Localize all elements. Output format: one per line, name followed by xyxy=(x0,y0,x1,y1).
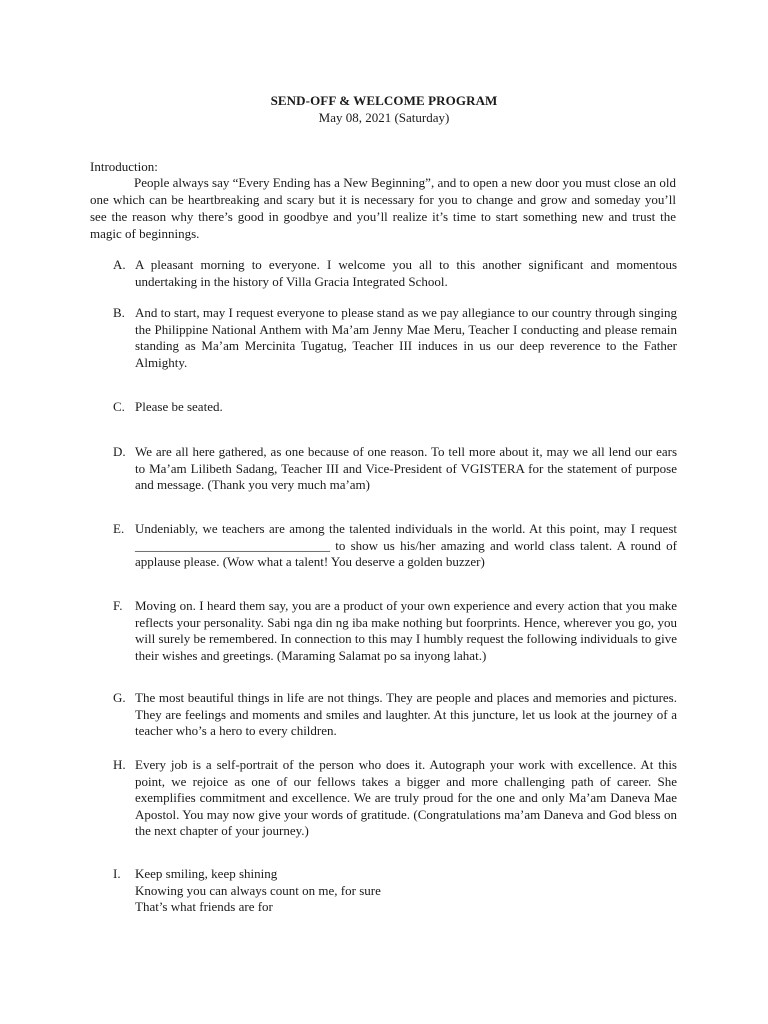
item-letter: G. xyxy=(113,690,126,705)
item-text: Every job is a self-portrait of the person who does it. Autograph your work with excellence. At this point, we rejoice as one of our fellows takes a bigger and more challenging path of career. She exemplifies commitment and excellence. We are truly proud for the one and only Ma’am Daneva Mae Apostol. You may now give your words of gratitude. (Congratulations ma’am Daneva and God bless on the next chapter of your journey.) xyxy=(135,757,677,838)
item-text: We are all here gathered, as one because of one reason. To tell more about it, may we all lend our ears to Ma’am Lilibeth Sadang, Teacher III and Vice-President of VGISTERA for the statement of purpose and message. (Thank you very much ma’am) xyxy=(135,444,677,492)
item-text: A pleasant morning to everyone. I welcome you all to this another significant and momentous undertaking in the history of Villa Gracia Integrated School. xyxy=(135,257,677,289)
item-letter: H. xyxy=(113,757,126,772)
program-item-b xyxy=(113,305,677,371)
lyric-line: Keep smiling, keep shining xyxy=(135,866,278,881)
item-text: The most beautiful things in life are not things. They are people and places and memories and pictures. They are feelings and moments and smiles and laughter. At this juncture, let us look at the journey of a teacher who’s a hero to every children. xyxy=(135,690,677,738)
item-text: And to start, may I request everyone to please stand as we pay allegiance to our country through singing the Philippine National Anthem with Ma’am Jenny Mae Meru, Teacher I conducting and please remain standing as Ma’am Mercinita Tugatug, Teacher III induces in us our deep reverence to the Father Almighty. xyxy=(135,305,677,370)
item-text: Moving on. I heard them say, you are a product of your own experience and every action that you make reflects your personality. Sabi nga din ng iba make nothing but foorprints. Hence, wherever you go, you will surely be remembered. In connection to this may I humbly request the following individuals to give their wishes and greetings. (Maraming Salamat po sa inyong lahat.) xyxy=(135,598,677,663)
item-letter: B. xyxy=(113,305,125,320)
item-letter: A. xyxy=(113,257,126,272)
program-date: May 08, 2021 (Saturday) xyxy=(318,110,450,125)
document-title: SEND-OFF & WELCOME PROGRAM xyxy=(270,93,498,108)
program-item-h xyxy=(113,757,677,840)
lyric-line: That’s what friends are for xyxy=(135,899,273,914)
program-item-a xyxy=(113,257,677,290)
program-item-i xyxy=(113,866,677,916)
item-letter: F. xyxy=(113,598,123,613)
program-item-c xyxy=(113,399,677,416)
item-letter: C. xyxy=(113,399,125,414)
item-letter: I. xyxy=(113,866,121,881)
item-text: Undeniably, we teachers are among the talented individuals in the world. At this point, may I request ______________________________ to show us his/her amazing and world class talent. A round of applause please. (Wow what a talent! You deserve a golden buzzer) xyxy=(135,521,677,569)
program-item-e xyxy=(113,521,677,571)
program-item-f xyxy=(113,598,677,664)
song-lyrics xyxy=(135,866,677,916)
item-text: Please be seated. xyxy=(135,399,223,414)
lyric-line: Knowing you can always count on me, for sure xyxy=(135,882,381,898)
item-letter: E. xyxy=(113,521,125,536)
item-letter: D. xyxy=(113,444,126,459)
introduction-paragraph: People always say “Every Ending has a New Beginning”, and to open a new door you must close an old one which can be heartbreaking and scary but it is necessary for you to change and grow and someday you’ll see the reason why there’s good in goodbye and you’ll realize it’s time to start something new and trust the magic of beginnings. xyxy=(90,175,676,241)
program-item-g xyxy=(113,690,677,740)
introduction-heading: Introduction: xyxy=(90,159,158,174)
program-item-d xyxy=(113,444,677,494)
